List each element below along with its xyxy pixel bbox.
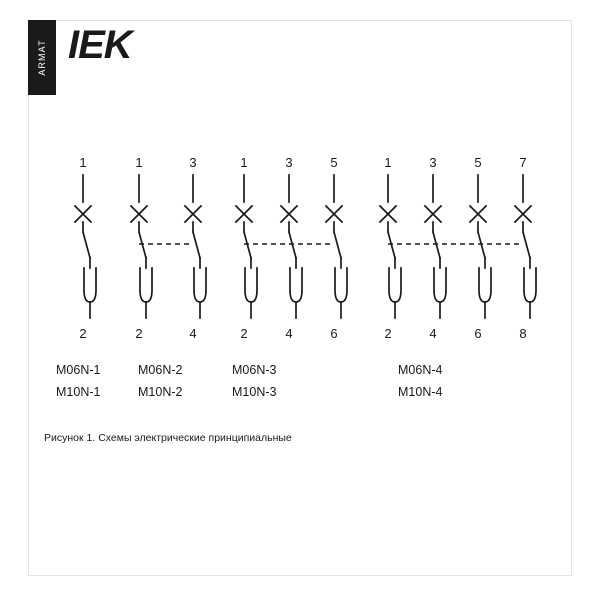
terminal-label-top: 7 — [519, 155, 527, 170]
brand-series-name: ARMAT — [37, 39, 47, 76]
terminal-label-top: 1 — [240, 155, 248, 170]
terminal-label-bottom: 2 — [384, 326, 392, 341]
terminal-label-top: 3 — [285, 155, 293, 170]
pole-model-label-2: M10N-3 — [232, 385, 277, 399]
terminal-label-top: 5 — [330, 155, 338, 170]
pole-model-label-2: M10N-4 — [398, 385, 443, 399]
pole-model-label-1: M06N-3 — [232, 363, 277, 377]
terminal-label-bottom: 2 — [240, 326, 248, 341]
terminal-label-bottom: 4 — [285, 326, 293, 341]
pole-group-2 — [131, 155, 206, 399]
pole-group-3 — [232, 155, 347, 399]
schematic-diagram — [28, 20, 572, 440]
pole-model-label-1: M06N-4 — [398, 363, 443, 377]
terminal-label-top: 1 — [384, 155, 392, 170]
terminal-label-bottom: 2 — [135, 326, 143, 341]
terminal-label-bottom: 6 — [330, 326, 338, 341]
figure-caption: Рисунок 1. Схемы электрические принципиальные — [44, 432, 292, 444]
terminal-label-top: 5 — [474, 155, 482, 170]
pole-model-label-2: M10N-2 — [138, 385, 183, 399]
terminal-label-bottom: 2 — [79, 326, 87, 341]
pole-group-4 — [380, 155, 536, 399]
terminal-label-bottom: 4 — [429, 326, 437, 341]
pole-model-label-1: M06N-2 — [138, 363, 183, 377]
terminal-label-top: 1 — [79, 155, 87, 170]
pole-model-label-2: M10N-1 — [56, 385, 101, 399]
pole-group-1 — [56, 155, 101, 399]
terminal-label-bottom: 6 — [474, 326, 482, 341]
terminal-label-top: 1 — [135, 155, 143, 170]
terminal-label-top: 3 — [189, 155, 197, 170]
terminal-label-bottom: 8 — [519, 326, 527, 341]
iek-logo-text: IEK — [68, 23, 132, 67]
terminal-label-bottom: 4 — [189, 326, 197, 341]
terminal-label-top: 3 — [429, 155, 437, 170]
pole-model-label-1: M06N-1 — [56, 363, 101, 377]
